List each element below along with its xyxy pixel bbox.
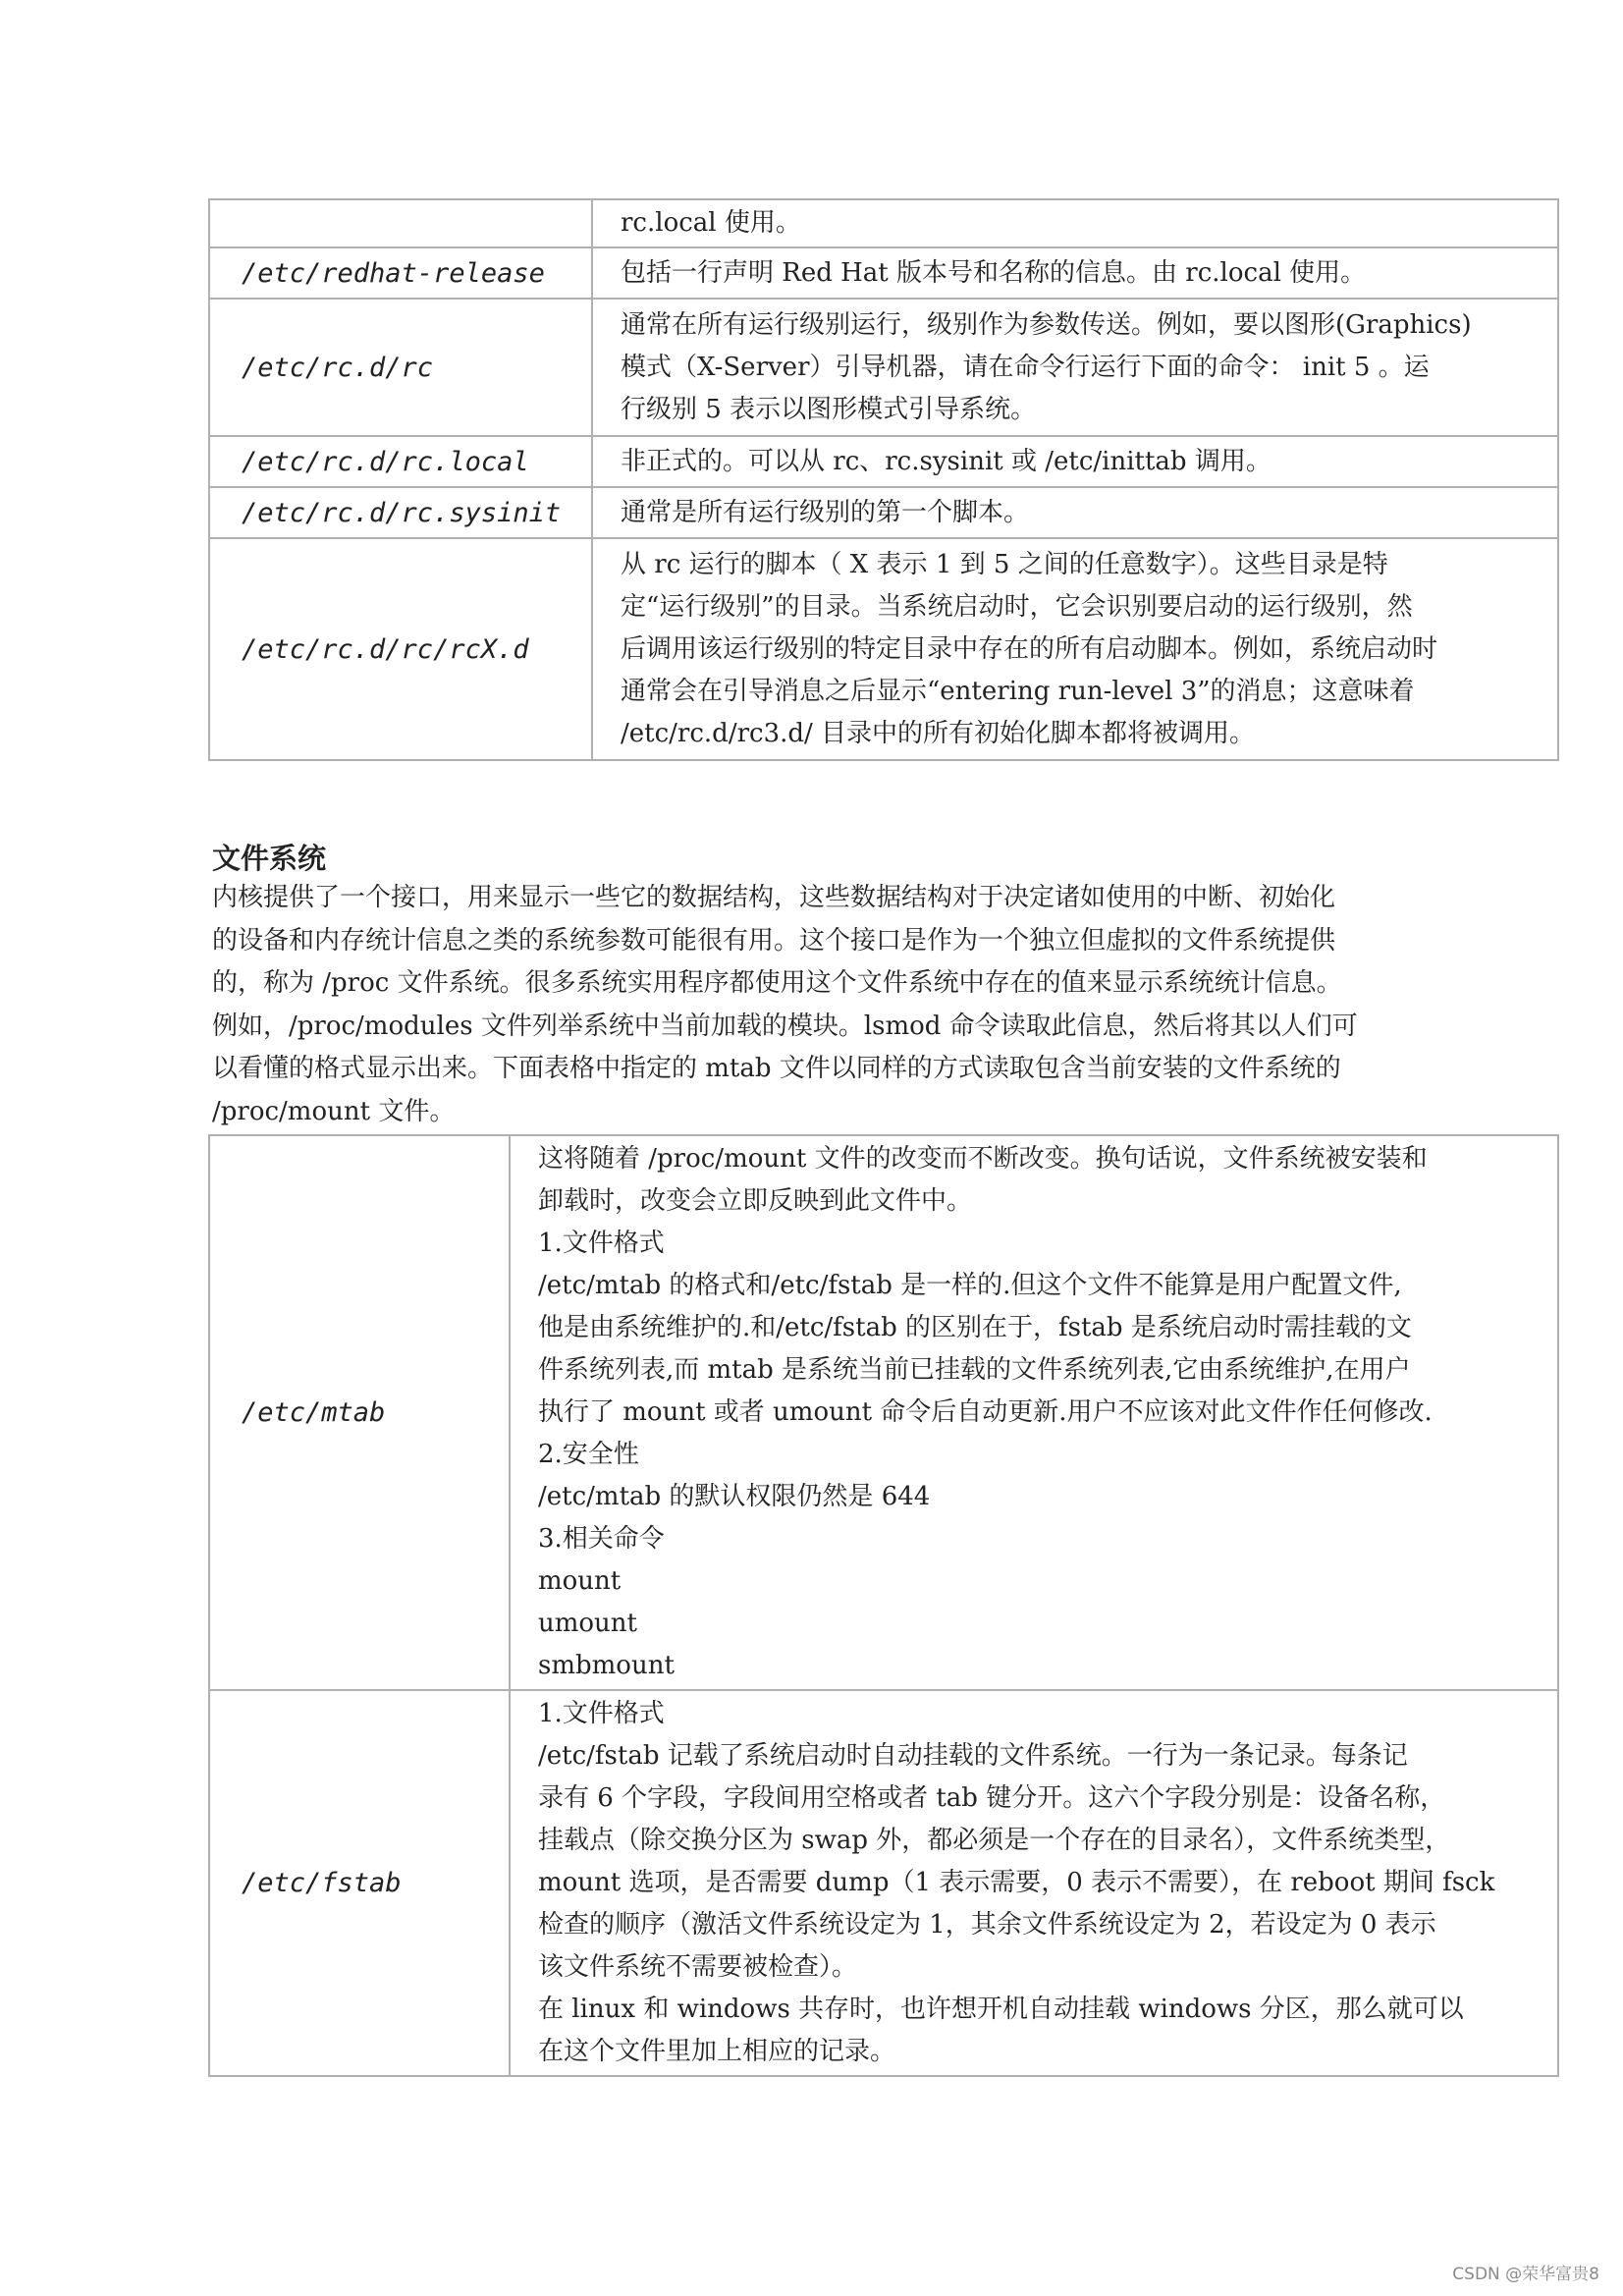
table-filesystem-files	[208, 1134, 1559, 2077]
cell-line: 行级别 5 表示以图形模式引导系统。	[621, 394, 1037, 424]
cell-line: 执行了 mount 或者 umount 命令后自动更新.用户不应该对此文件作任何修改.	[538, 1397, 1433, 1427]
cell-line: rc.local 使用。	[621, 208, 801, 238]
cell-line: 件系统列表,而 mtab 是系统当前已挂载的文件系统列表,它由系统维护,在用户	[538, 1355, 1411, 1385]
cell-line: 检查的顺序（激活文件系统设定为 1，其余文件系统设定为 2，若设定为 0 表示	[538, 1910, 1436, 1940]
table-row	[209, 1690, 1558, 2076]
cell-line: mount 选项，是否需要 dump（1 表示需要，0 表示不需要），在 reboot 期间 fsck	[538, 1868, 1495, 1897]
table-row	[209, 247, 1558, 299]
cell-line: 定“运行级别”的目录。当系统启动时，它会识别要启动的运行级别，然	[621, 591, 1413, 622]
cell-line: /etc/mtab 的格式和/etc/fstab 是一样的.但这个文件不能算是用户配置文件,	[538, 1271, 1402, 1300]
cell-line: 3.相关命令	[538, 1524, 665, 1554]
cell-line: /etc/mtab 的默认权限仍然是 644	[538, 1482, 931, 1511]
cell-line: /etc/rc.d/rc3.d/ 目录中的所有初始化脚本都将被调用。	[621, 718, 1256, 748]
table-value-cell	[592, 487, 1558, 538]
table-row	[209, 487, 1558, 538]
paragraph-line: 的，称为 /proc 文件系统。很多系统实用程序都使用这个文件系统中存在的值来显示系统统计信息。	[212, 968, 1342, 998]
cell-line: 该文件系统不需要被检查）。	[538, 1952, 858, 1982]
cell-line: 1.文件格式	[538, 1229, 665, 1258]
cell-line: 从 rc 运行的脚本（ X 表示 1 到 5 之间的任意数字）。这些目录是特	[621, 549, 1388, 579]
table-row	[209, 299, 1558, 436]
table-key-cell: /etc/fstab	[209, 1690, 510, 2076]
table-value-cell	[592, 199, 1558, 247]
cell-line: 在 linux 和 windows 共存时，也许想开机自动挂载 windows 分区，那么就可以	[538, 1995, 1464, 2024]
table-value-cell	[592, 299, 1558, 436]
table-row	[209, 199, 1558, 247]
cell-line: 模式（X-Server）引导机器，请在命令行运行下面的命令： init 5 。运	[621, 352, 1430, 382]
table-value-cell	[510, 1135, 1558, 1690]
cell-line: 包括一行声明 Red Hat 版本号和名称的信息。由 rc.local 使用。	[621, 257, 1367, 288]
table-key-cell: /etc/rc.d/rc.sysinit	[209, 487, 592, 538]
table-key-cell: /etc/rc.d/rc.local	[209, 436, 592, 487]
table-key-cell: /etc/redhat-release	[209, 247, 592, 299]
cell-line: mount	[538, 1566, 622, 1596]
cell-line: 1.文件格式	[538, 1699, 665, 1728]
watermark: CSDN @荣华富贵8	[1452, 2265, 1599, 2284]
cell-line: 后调用该运行级别的特定目录中存在的所有启动脚本。例如，系统启动时	[621, 633, 1438, 664]
table-row	[209, 1135, 1558, 1690]
paragraph-line: 的设备和内存统计信息之类的系统参数可能很有用。这个接口是作为一个独立但虚拟的文件系统提供	[212, 925, 1336, 956]
table-value-cell	[510, 1690, 1558, 2076]
cell-line: 通常是所有运行级别的第一个脚本。	[621, 497, 1030, 527]
table-value-cell	[592, 538, 1558, 760]
cell-line: 录有 6 个字段，字段间用空格或者 tab 键分开。这六个字段分别是：设备名称，	[538, 1783, 1446, 1813]
cell-line: 挂载点（除交换分区为 swap 外，都必须是一个存在的目录名），文件系统类型，	[538, 1826, 1451, 1855]
cell-line: 在这个文件里加上相应的记录。	[538, 2037, 896, 2066]
cell-line: /etc/fstab 记载了系统启动时自动挂载的文件系统。一行为一条记录。每条记	[538, 1741, 1408, 1771]
cell-line: 通常在所有运行级别运行，级别作为参数传送。例如，要以图形(Graphics)	[621, 309, 1472, 340]
paragraph-line: 例如，/proc/modules 文件列举系统中当前加载的模块。lsmod 命令读取此信息，然后将其以人们可	[212, 1011, 1358, 1041]
cell-line: 2.安全性	[538, 1440, 639, 1469]
table-row	[209, 436, 1558, 487]
cell-line: smbmount	[538, 1651, 675, 1680]
table-value-cell	[592, 247, 1558, 299]
paragraph-line: 内核提供了一个接口，用来显示一些它的数据结构，这些数据结构对于决定诸如使用的中断、初始化	[212, 883, 1336, 912]
cell-line: 通常会在引导消息之后显示“entering run-level 3”的消息；这意味着	[621, 676, 1415, 706]
paragraph-line: 以看懂的格式显示出来。下面表格中指定的 mtab 文件以同样的方式读取包含当前安装的文件系统的	[212, 1054, 1341, 1083]
section-title: 文件系统	[212, 842, 327, 875]
table-key-cell	[209, 199, 592, 247]
paragraph-line: /proc/mount 文件。	[212, 1096, 456, 1126]
cell-line: umount	[538, 1609, 637, 1638]
table-key-cell: /etc/rc.d/rc	[209, 299, 592, 436]
table-init-files	[208, 198, 1559, 761]
table-key-cell: /etc/rc.d/rc/rcX.d	[209, 538, 592, 760]
table-key-cell: /etc/mtab	[209, 1135, 510, 1690]
cell-line: 他是由系统维护的.和/etc/fstab 的区别在于，fstab 是系统启动时需挂载的文	[538, 1313, 1412, 1342]
table-row	[209, 538, 1558, 760]
cell-line: 这将随着 /proc/mount 文件的改变而不断改变。换句话说，文件系统被安装和	[538, 1144, 1428, 1174]
cell-line: 非正式的。可以从 rc、rc.sysinit 或 /etc/inittab 调用。	[621, 446, 1271, 476]
table-value-cell	[592, 436, 1558, 487]
cell-line: 卸载时，改变会立即反映到此文件中。	[538, 1186, 973, 1216]
section-paragraph	[212, 877, 1358, 1133]
